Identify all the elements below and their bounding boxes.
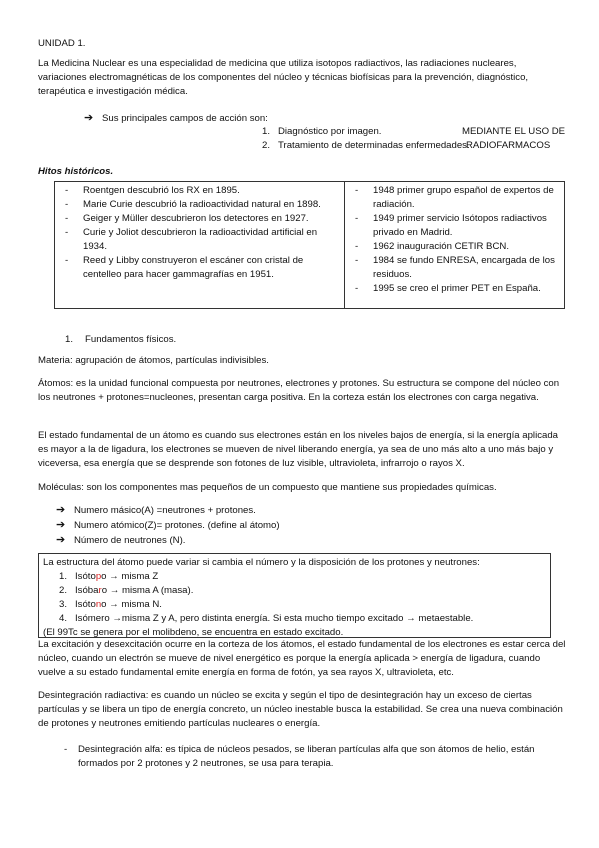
unit-title: UNIDAD 1. (38, 38, 86, 49)
arrow-right-icon: ➔ (56, 519, 66, 531)
list-item: - 1949 primer servicio Isótopos radiactivos privado en Madrid. (349, 212, 560, 240)
moleculas-paragraph: Moléculas: son los componentes mas pequeños de un compuesto que mantiene sus propiedades químicas. (38, 482, 497, 493)
list-item (59, 598, 546, 612)
hitos-right-column (345, 182, 564, 308)
list-text: Numero másico(A) =neutrones + protones. (74, 505, 256, 516)
dash-bullet: - (64, 744, 68, 755)
list-item (59, 612, 546, 626)
list-item (262, 139, 582, 153)
list-number: 2. (262, 140, 271, 151)
materia-paragraph: Materia: agrupación de átomos, partículas indivisibles. (38, 355, 269, 366)
campos-list (262, 125, 582, 153)
numeros-list (56, 503, 280, 548)
term-prefix: Isóto (75, 571, 96, 582)
fundamentos-text: Fundamentos físicos. (85, 334, 177, 345)
list-number: 3. (59, 599, 68, 610)
list-number: 1. (262, 126, 271, 137)
list-item: - Marie Curie descubrió la radioactividad natural en 1898. (59, 198, 340, 212)
list-item (59, 584, 546, 598)
hitos-heading: Hitos históricos. (38, 166, 114, 177)
list-text: Tratamiento de determinadas enfermedades. (278, 140, 470, 151)
term-prefix: Isómero →misma Z y A, pero distinta energía. Si esta mucho tiempo excitado → metaestable. (75, 613, 474, 624)
list-item (59, 570, 546, 584)
list-item: - 1962 inauguración CETIR BCN. (349, 240, 560, 254)
list-text: Numero atómico(Z)= protones. (define al átomo) (74, 520, 280, 531)
estructura-note: (El 99Tc se genera por el molibdeno, se encuentra en estado excitado. (43, 627, 344, 638)
desintegracion-paragraph: Desintegración radiactiva: es cuando un núcleo se excita y según el tipo de desintegración hay un exceso de ciertas partículas y se libera un tipo de energía concreto, un núcleo inestable busca la estabilidad. Se crea una nueva combinación de protones y neutrones emitiendo partículas nucleares o energía. (38, 690, 563, 729)
list-number: 2. (59, 585, 68, 596)
list-number: 1. (65, 334, 74, 345)
list-item: - 1984 se fundo ENRESA, encargada de los residuos. (349, 254, 560, 282)
list-number: 4. (59, 613, 68, 624)
atomos-paragraph: Átomos: es la unidad funcional compuesta por neutrones, electrones y protones. Su estructura se compone del núcleo con los neutrones + protones=nucleones, presentan carga positiva. En la corteza están los electrones con carga negativa. (38, 378, 560, 403)
list-right-note: RADIOFARMACOS (466, 140, 551, 151)
list-item (56, 503, 280, 518)
list-item (56, 518, 280, 533)
term-suffix: o → misma Z (101, 571, 159, 582)
estado-paragraph: El estado fundamental de un átomo es cuando sus electrones están en los niveles bajos de energía, si la energía aplicada es mayor a la de ligadura, los electrones se mueven de nivel liberando energía, ya sea de uno más alto a uno más bajo y viceversa, esa energía que se desprende son fotones de luz visible, ultravioleta, infrarrojo o rayos X. (38, 430, 559, 469)
hitos-left-column (55, 182, 345, 308)
estructura-list (43, 570, 546, 626)
list-right-note: MEDIANTE EL USO DE (462, 126, 566, 137)
list-item: - 1995 se creo el primer PET en España. (349, 282, 560, 296)
list-item: - Curie y Joliot descubrieron la radioactividad artificial en 1934. (59, 226, 340, 254)
list-text: Diagnóstico por imagen. (278, 126, 382, 137)
arrow-right-icon: ➔ (56, 534, 66, 546)
list-item: - 1948 primer grupo español de expertos de radiación. (349, 184, 560, 212)
term-highlight: n (95, 599, 102, 610)
hitos-table (54, 181, 565, 309)
campos-lead (84, 111, 268, 126)
estructura-box (38, 553, 551, 638)
list-item (262, 125, 582, 139)
term-suffix: o → misma N. (101, 599, 162, 610)
intro-paragraph: La Medicina Nuclear es una especialidad de medicina que utiliza isotopos radiactivos, las radiaciones nucleares, variaciones electromagnéticas de los componentes del núcleo y técnicas biofísicas para la prevención, diagnóstico, terapéutica e investigación médica. (38, 58, 529, 97)
alfa-text: Desintegración alfa: es típica de núcleos pesados, se liberan partículas alfa que son átomos de helio, están formados por 2 protones y 2 neutrones, se usa para terapia. (78, 744, 535, 769)
list-item: - Roentgen descubrió los RX en 1895. (59, 184, 340, 198)
term-suffix: o → misma A (masa). (101, 585, 194, 596)
arrow-right-icon: ➔ (84, 112, 94, 124)
arrow-right-icon: ➔ (56, 504, 66, 516)
term-prefix: Isóba (75, 585, 99, 596)
list-number: 1. (59, 571, 68, 582)
list-text: Número de neutrones (N). (74, 535, 186, 546)
fundamentos-heading (65, 333, 176, 347)
term-prefix: Isóto (75, 599, 96, 610)
term-highlight: p (95, 571, 102, 582)
list-item (56, 533, 280, 548)
excitacion-paragraph: La excitación y desexcitación ocurre en la corteza de los átomos, el estado fundamental de los electrones es estar cerca del núcleo, cuando un electrón se mueve de nivel energético es porque la energía aplicada > energía de ligadura, cuando vuelve a su estado fundamental emite energía en forma de fotón, ya sea rayos X, ultravioleta, etc. (38, 639, 566, 678)
term-highlight: r (98, 585, 102, 596)
alfa-item (64, 743, 564, 771)
list-item: - Geiger y Müller descubrieron los detectores en 1927. (59, 212, 340, 226)
list-item: - Reed y Libby construyeron el escáner con cristal de centelleo para hacer gammagrafías en 1951. (59, 254, 340, 282)
campos-lead-text: Sus principales campos de acción son: (102, 113, 268, 124)
estructura-intro: La estructura del átomo puede variar si cambia el número y la disposición de los protones y neutrones: (43, 557, 480, 568)
